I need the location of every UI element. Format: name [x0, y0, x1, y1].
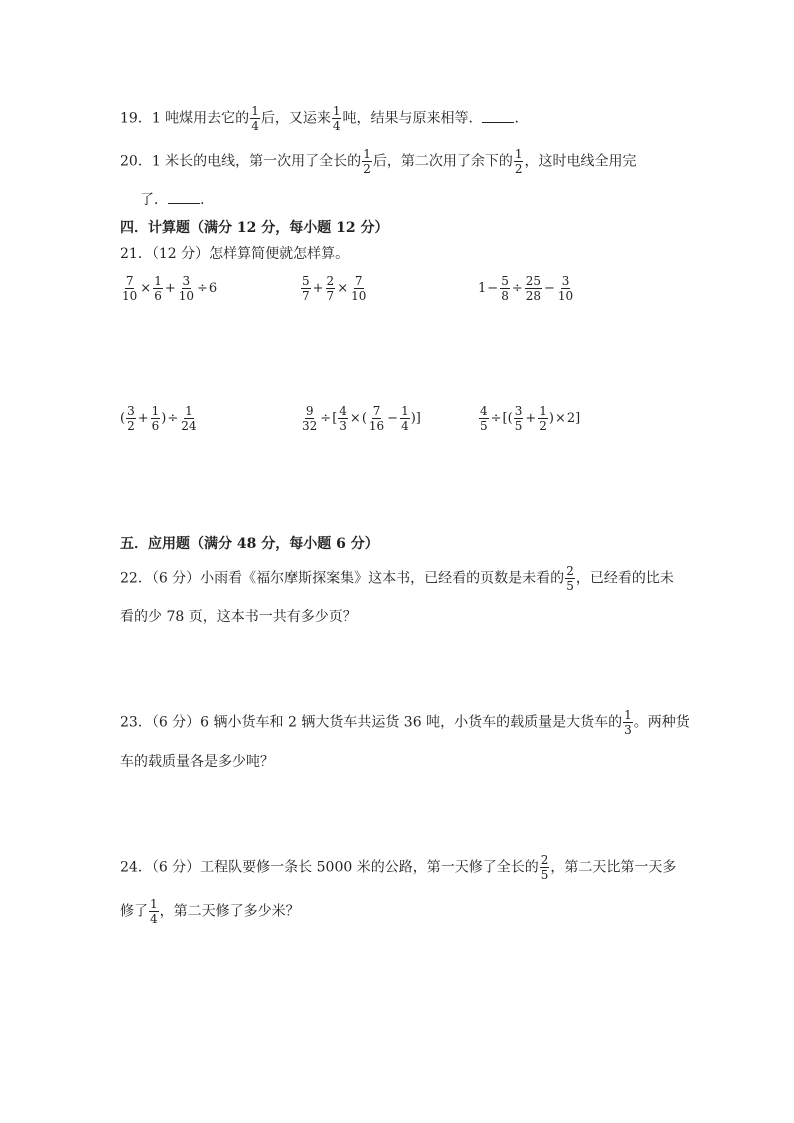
question-22: 22．（6 分）小雨看《福尔摩斯探案集》这本书，已经看的页数是未看的 $\frac{2}{5}$ ，已经看的比未 [120, 564, 674, 593]
expression-5: $\frac{9}{32}$ ÷ [ $\frac{4}{3}$ × ( $\frac{7}{16}$ − $\frac{1}{4}$ )] [302, 404, 421, 433]
fraction: $\frac{1}{2}$ [514, 147, 523, 176]
fraction: $\frac{2}{5}$ [540, 853, 549, 882]
answer-blank[interactable] [482, 110, 514, 123]
question-number: 24． [120, 859, 152, 876]
question-20: 20．1 米长的电线，第一次用了全长的 $\frac{1}{2}$ 后，第二次用了余下的 $\frac{1}{2}$ ，这时电线全用完 [120, 147, 637, 176]
answer-blank[interactable] [168, 191, 200, 204]
fraction: $\frac{1}{4}$ [332, 104, 341, 133]
question-23: 23．（6 分）6 辆小货车和 2 辆大货车共运货 36 吨，小货车的载质量是大货车的 $\frac{1}{3}$ 。两种货 [120, 708, 690, 737]
question-number: 21． [120, 246, 152, 262]
expression-3: 1 − $\frac{5}{8}$ ÷ $\frac{25}{28}$ − $\frac{3}{10}$ [478, 274, 574, 303]
question-number: 23． [120, 714, 152, 731]
expression-4: ( $\frac{3}{2}$ + $\frac{1}{6}$ ) ÷ $\frac{1}{24}$ [120, 404, 197, 433]
fraction: $\frac{1}{2}$ [363, 147, 371, 176]
fraction: $\frac{1}{3}$ [624, 708, 632, 737]
question-21: 21．（12 分）怎样算简便就怎样算。 [120, 246, 350, 262]
question-20-cont: 了． . [140, 192, 205, 208]
question-24: 24．（6 分）工程队要修一条长 5000 米的公路，第一天修了全长的 $\frac{2}{5}$ ，第二天比第一天多 [120, 853, 677, 882]
question-23-cont: 车的载质量各是多少吨？ [120, 754, 274, 770]
expression-1: $\frac{7}{10}$ × $\frac{1}{6}$ + $\frac{3}{10}$ ÷ 6 [122, 274, 218, 303]
question-24-cont: 修了 $\frac{1}{4}$ ，第二天修了多少米？ [120, 897, 300, 926]
fraction: $\frac{1}{4}$ [150, 897, 158, 926]
question-22-cont: 看的少 78 页，这本书一共有多少页？ [120, 609, 357, 625]
fraction: $\frac{2}{5}$ [566, 564, 574, 593]
expression-2: $\frac{5}{7}$ + $\frac{2}{7}$ × $\frac{7}{10}$ [302, 274, 367, 303]
section-4-title: 四．计算题（满分 12 分，每小题 12 分） [120, 220, 389, 236]
fraction: $\frac{1}{4}$ [251, 104, 259, 133]
question-19: 19．1 吨煤用去它的 $\frac{1}{4}$ 后，又运来 $\frac{1}{4}$ 吨，结果与原来相等． . [120, 104, 519, 133]
section-5-title: 五．应用题（满分 48 分，每小题 6 分） [120, 536, 379, 552]
expression-6: $\frac{4}{5}$ ÷ [( $\frac{3}{5}$ + $\frac{1}{2}$ ) × 2 ] [480, 404, 581, 433]
question-number: 19． [120, 110, 152, 127]
question-number: 20． [120, 153, 152, 170]
question-number: 22． [120, 570, 152, 587]
